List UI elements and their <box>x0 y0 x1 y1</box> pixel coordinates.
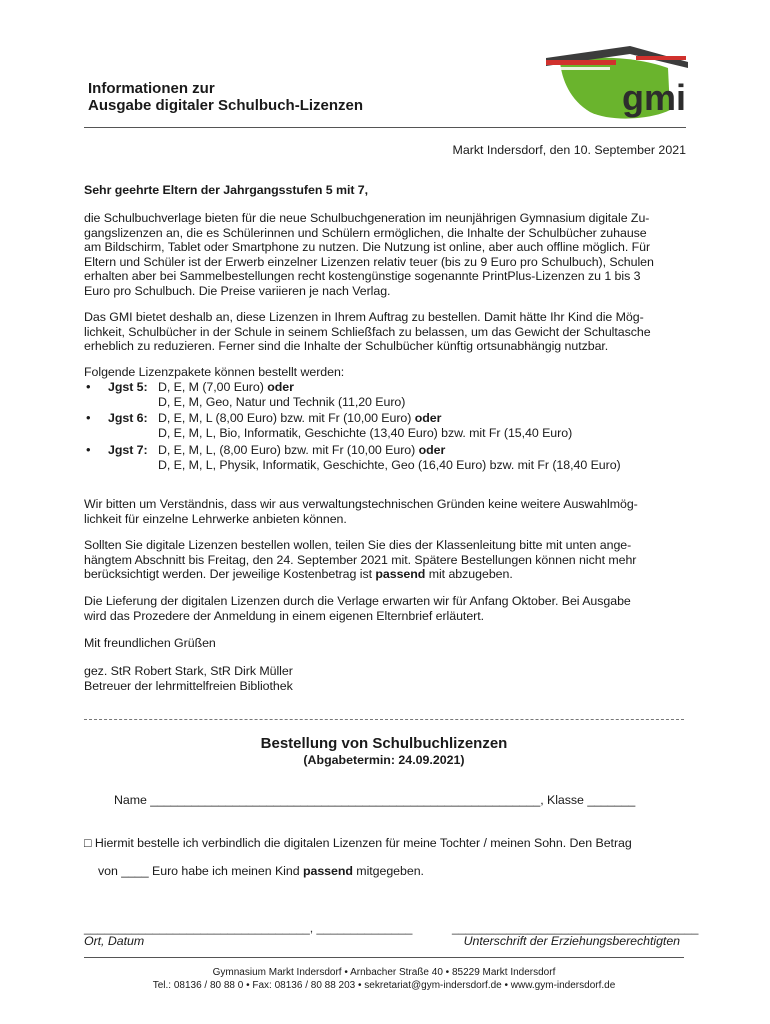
paragraph-line: am Bildschirm, Tablet oder Smartphone zu nutzen. Die Nutzung ist online, aber auch offline möglich. Für <box>84 240 651 254</box>
paragraph-intro <box>84 211 689 298</box>
cut-line <box>84 719 684 720</box>
package-key-label: Jgst 5 <box>108 380 144 394</box>
title-line-1: Informationen zur <box>88 80 215 97</box>
package-line-2: D, E, M, L, Bio, Informatik, Geschichte (13,40 Euro) bzw. mit Fr (15,40 Euro) <box>158 426 573 440</box>
package-item-jgst7 <box>84 443 689 475</box>
paragraph-line: die Schulbuchverlage bieten für die neue Schulbuchgeneration im neunjährigen Gymnasium digitale Zu- <box>84 211 650 225</box>
name-field[interactable]: _________________________________________________________ <box>150 793 541 807</box>
paragraph-line: wird das Prozedere der Anmeldung in einem eigenen Elternbrief erläutert. <box>84 608 485 623</box>
amount-pre: von <box>98 864 118 878</box>
package-list <box>84 380 689 475</box>
package-line-2: D, E, M, L, Physik, Informatik, Geschichte, Geo (16,40 Euro) bzw. mit Fr (18,40 Euro) <box>158 458 621 472</box>
logo-text: gmi <box>622 77 687 118</box>
package-key: Jgst 5: <box>108 380 148 394</box>
signature-names: gez. StR Robert Stark, StR Dirk Müller <box>84 664 293 678</box>
logo-red-band-right <box>636 56 686 60</box>
package-item-jgst6 <box>84 411 689 443</box>
package-or: oder <box>414 411 442 425</box>
title-line-2: Ausgabe digitaler Schulbuch-Lizenzen <box>88 97 364 114</box>
paragraph-line: lichkeit für einzelne Lehrwerke anbieten können. <box>84 511 347 526</box>
text-run: berücksichtigt werden. Der jeweilige Kostenbetrag ist <box>84 567 376 581</box>
amount-bold: passend <box>302 864 353 878</box>
signature-block <box>84 664 689 693</box>
package-or: oder <box>418 443 446 457</box>
footer-address: Gymnasium Markt Indersdorf • Arnbacher Straße 40 • 85229 Markt Indersdorf <box>212 967 556 978</box>
paragraph-line: Wir bitten um Verständnis, dass wir aus verwaltungstechnischen Gründen keine weitere Auswahlmög- <box>84 497 638 511</box>
paragraph-line: erheblich zu reduzieren. Ferner sind die Inhalte der Schulbücher künftig ortsunabhängig nutzbar. <box>84 339 609 353</box>
amount-mid: Euro habe ich meinen Kind <box>152 864 300 878</box>
header-rule <box>84 127 686 128</box>
paragraph-delivery <box>84 594 689 623</box>
package-line-1 <box>158 443 445 458</box>
paragraph-line: Eltern und Schüler ist der Erwerb einzelner Lizenzen relativ teuer (bis zu 9 Euro pro Schulbuch), Schulen <box>84 254 654 269</box>
paragraph-line: Das GMI bietet deshalb an, diese Lizenzen in Ihrem Auftrag zu bestellen. Damit hätte Ihr Kind die Mög- <box>84 310 644 324</box>
package-line-1-text: D, E, M, L (8,00 Euro) bzw. mit Fr (10,00 Euro) <box>158 411 412 425</box>
package-key: Jgst 7: <box>108 443 148 457</box>
package-key-label: Jgst 7 <box>108 443 144 457</box>
order-text: Hiermit bestelle ich verbindlich die digitalen Lizenzen für meine Tochter / meinen Sohn. Den Betrag <box>94 836 632 850</box>
form-deadline: (Abgabetermin: 24.09.2021) <box>303 753 465 767</box>
name-row <box>114 793 674 808</box>
order-checkbox[interactable]: □ <box>84 836 92 850</box>
paragraph-line: erhalten aber bei Sammelbestellungen recht kostengünstige sogenannte PrintPlus-Lizenzen zu 1 bis 3 <box>84 269 641 283</box>
package-line-2: D, E, M, Geo, Natur und Technik (11,20 Euro) <box>158 395 406 409</box>
class-label: , Klasse <box>540 793 584 807</box>
logo-red-band <box>546 60 616 65</box>
paragraph-line: Die Lieferung der digitalen Lizenzen durch die Verlage erwarten wir für Anfang Oktober. Bei Ausgabe <box>84 594 631 608</box>
bullet-icon: • <box>86 379 91 394</box>
packages-intro: Folgende Lizenzpakete können bestellt werden: <box>84 365 345 379</box>
form-title: Bestellung von Schulbuchlizenzen <box>260 735 508 752</box>
paragraph-line: gangslizenzen an, die es Schülerinnen und Schülern ermöglichen, die Inhalte der Schulbücher zuhause <box>84 225 647 240</box>
package-line-1-text: D, E, M, L, (8,00 Euro) bzw. mit Fr (10,00 Euro) <box>158 443 416 457</box>
letter-date: Markt Indersdorf, den 10. September 2021 <box>452 143 686 157</box>
package-line-1 <box>158 411 441 426</box>
package-line-1 <box>158 380 294 395</box>
document-title <box>88 80 363 114</box>
gmi-logo <box>540 40 690 122</box>
paragraph-ordering <box>84 538 689 582</box>
paragraph-offer <box>84 310 689 354</box>
bullet-icon: • <box>86 442 91 457</box>
package-item-jgst5 <box>84 380 689 411</box>
bold-text-run: passend <box>375 567 426 581</box>
paragraph-understanding <box>84 497 689 526</box>
place-date-label: Ort, Datum <box>84 934 145 948</box>
paragraph-line: Euro pro Schulbuch. Die Preise variieren je nach Verlag. <box>84 283 391 298</box>
name-label: Name <box>114 793 147 807</box>
salutation: Sehr geehrte Eltern der Jahrgangsstufen 5 mit 7, <box>84 183 369 197</box>
package-or: oder <box>267 380 294 394</box>
footer-contact: Tel.: 08136 / 80 88 0 • Fax: 08136 / 80 88 203 • sekretariat@gym-indersdorf.de • www.gym-indersdorf.de <box>152 980 616 991</box>
amount-row <box>98 864 678 879</box>
footer-rule <box>84 957 684 958</box>
bullet-icon: • <box>86 410 91 425</box>
paragraph-line: Sollten Sie digitale Lizenzen bestellen wollen, teilen Sie dies der Klassenleitung bitte mit unten ange- <box>84 538 632 552</box>
signature-role: Betreuer der lehrmittelfreien Bibliothek <box>84 678 293 693</box>
place-date-field[interactable]: _________________________________, ______________ <box>84 921 413 935</box>
logo-window-row <box>550 67 610 70</box>
signature-label: Unterschrift der Erziehungsberechtigten <box>463 934 680 948</box>
amount-field[interactable]: ____ <box>121 864 149 878</box>
signature-field[interactable]: ____________________________________ <box>452 921 699 935</box>
package-key-label: Jgst 6 <box>108 411 144 425</box>
closing: Mit freundlichen Grüßen <box>84 636 216 650</box>
amount-post: mitgegeben. <box>356 864 424 878</box>
paragraph-line: lichkeit, Schulbücher in der Schule in seinem Schließfach zu belassen, um das Gewicht der Schultasche <box>84 324 651 339</box>
order-row <box>84 836 684 851</box>
class-field[interactable]: _______ <box>587 793 636 807</box>
text-run: mit abzugeben. <box>425 567 513 581</box>
paragraph-line: hängtem Abschnitt bis Freitag, den 24. September 2021 mit. Spätere Bestellungen können nicht mehr <box>84 552 637 567</box>
package-key: Jgst 6: <box>108 411 148 425</box>
paragraph-line <box>84 567 689 582</box>
package-line-1-text: D, E, M (7,00 Euro) <box>158 380 264 394</box>
